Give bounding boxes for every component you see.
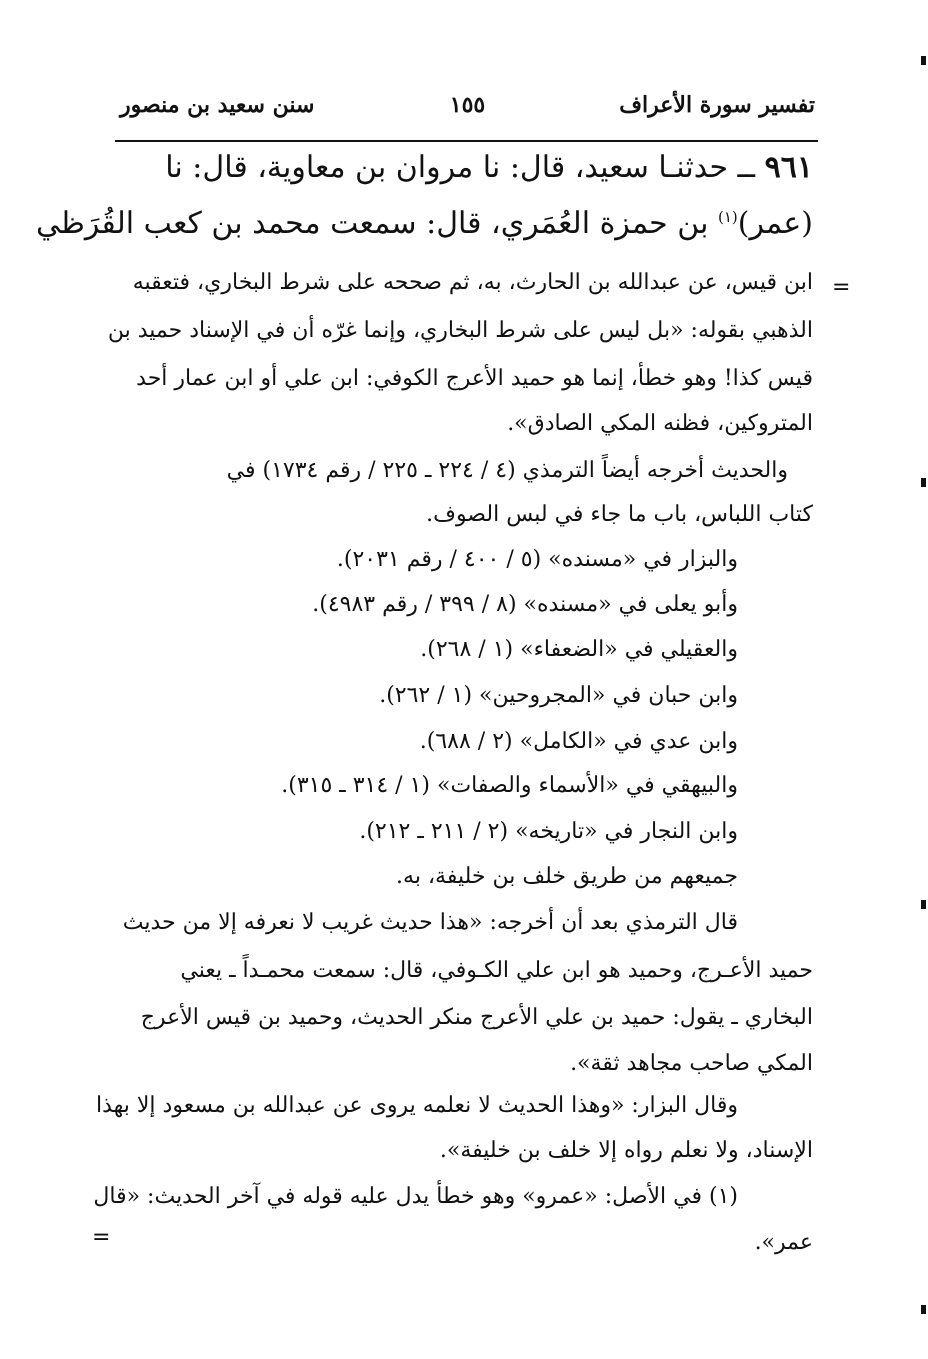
margin-mark bbox=[921, 1305, 926, 1314]
footnote-line: المتروكين، فظنه المكي الصادق». bbox=[507, 411, 813, 436]
margin-mark bbox=[921, 56, 926, 65]
margin-mark bbox=[921, 478, 926, 487]
footnote-line: والبيهقي في «الأسماء والصفات» (١ / ٣١٤ ـ ٣١٥). bbox=[281, 773, 738, 798]
hadith-number: ٩٦١ bbox=[764, 150, 813, 185]
footnote-line: وأبو يعلى في «مسنده» (٨ / ٣٩٩ / رقم ٤٩٨٣). bbox=[312, 592, 738, 617]
footnote-line: وابن عدي في «الكامل» (٢ / ٦٨٨). bbox=[419, 729, 738, 754]
footnote-line: وقال البزار: «وهذا الحديث لا نعلمه يروى عن عبدالله بن مسعود إلا بهذا bbox=[95, 1093, 738, 1118]
main-text-2b: بن حمزة العُمَري، قال: سمعت محمد بن كعب القُرَظي bbox=[36, 206, 718, 241]
footnote-ref: (١) bbox=[718, 208, 738, 226]
surah-title: تفسير سورة الأعراف bbox=[619, 92, 815, 118]
main-text-line-1 bbox=[165, 150, 813, 185]
footnote-line: قيس كذا! وهو خطأ، إنما هو حميد الأعرج الكوفي: ابن علي أو ابن عمار أحد bbox=[136, 366, 813, 391]
footnote-line: والحديث أخرجه أيضاً الترمذي (٤ / ٢٢٤ ـ ٢٢٥ / رقم ١٧٣٤) في bbox=[226, 458, 788, 483]
footnote-line: الإسناد، ولا نعلم رواه إلا خلف بن خليفة». bbox=[439, 1138, 813, 1163]
bottom-marker: = bbox=[92, 1225, 111, 1250]
footnote-line: قال الترمذي بعد أن أخرجه: «هذا حديث غريب لا نعرفه إلا من حديث bbox=[122, 910, 738, 935]
footnote-line: حميد الأعـرج، وحميد هو ابن علي الكـوفي، قال: سمعت محمـداً ـ يعني bbox=[180, 958, 813, 983]
footnote-line: (١) في الأصل: «عمرو» وهو خطأ يدل عليه قوله في آخر الحديث: «قال bbox=[93, 1184, 738, 1209]
footnote-line: وابن النجار في «تاريخه» (٢ / ٢١١ ـ ٢١٢). bbox=[359, 819, 738, 844]
main-text-line-2 bbox=[36, 206, 813, 241]
footnote-line: البخاري ـ يقول: حميد بن علي الأعرج منكر الحديث، وحميد بن قيس الأعرج bbox=[140, 1005, 813, 1030]
page-number: ١٥٥ bbox=[449, 92, 486, 118]
footnote-line: والعقيلي في «الضعفاء» (١ / ٢٦٨). bbox=[420, 637, 738, 662]
header-rule bbox=[115, 140, 818, 142]
main-text-1: ــ حدثنـا سعيد، قال: نا مروان بن معاوية، قال: نا bbox=[165, 150, 756, 185]
margin-mark bbox=[921, 900, 926, 909]
main-text-2a: (عمر) bbox=[737, 206, 813, 241]
continuation-marker: = bbox=[832, 275, 851, 300]
footnote-line: وابن حبان في «المجروحين» (١ / ٢٦٢). bbox=[379, 683, 738, 708]
footnote-line: والبزار في «مسنده» (٥ / ٤٠٠ / رقم ٢٠٣١). bbox=[336, 547, 738, 572]
running-header bbox=[120, 92, 815, 124]
book-title: سنن سعيد بن منصور bbox=[120, 92, 315, 118]
footnote-line: ابن قيس، عن عبدالله بن الحارث، به، ثم صححه على شرط البخاري، فتعقبه bbox=[132, 270, 813, 295]
footnote-line: الذهبي بقوله: «بل ليس على شرط البخاري، وإنما غرّه أن في الإسناد حميد بن bbox=[107, 318, 813, 343]
footnote-line: كتاب اللباس، باب ما جاء في لبس الصوف. bbox=[426, 502, 813, 527]
footnote-line: عمر». bbox=[754, 1230, 813, 1255]
footnote-line: المكي صاحب مجاهد ثقة». bbox=[570, 1051, 813, 1076]
footnote-line: جميعهم من طريق خلف بن خليفة، به. bbox=[396, 864, 738, 889]
